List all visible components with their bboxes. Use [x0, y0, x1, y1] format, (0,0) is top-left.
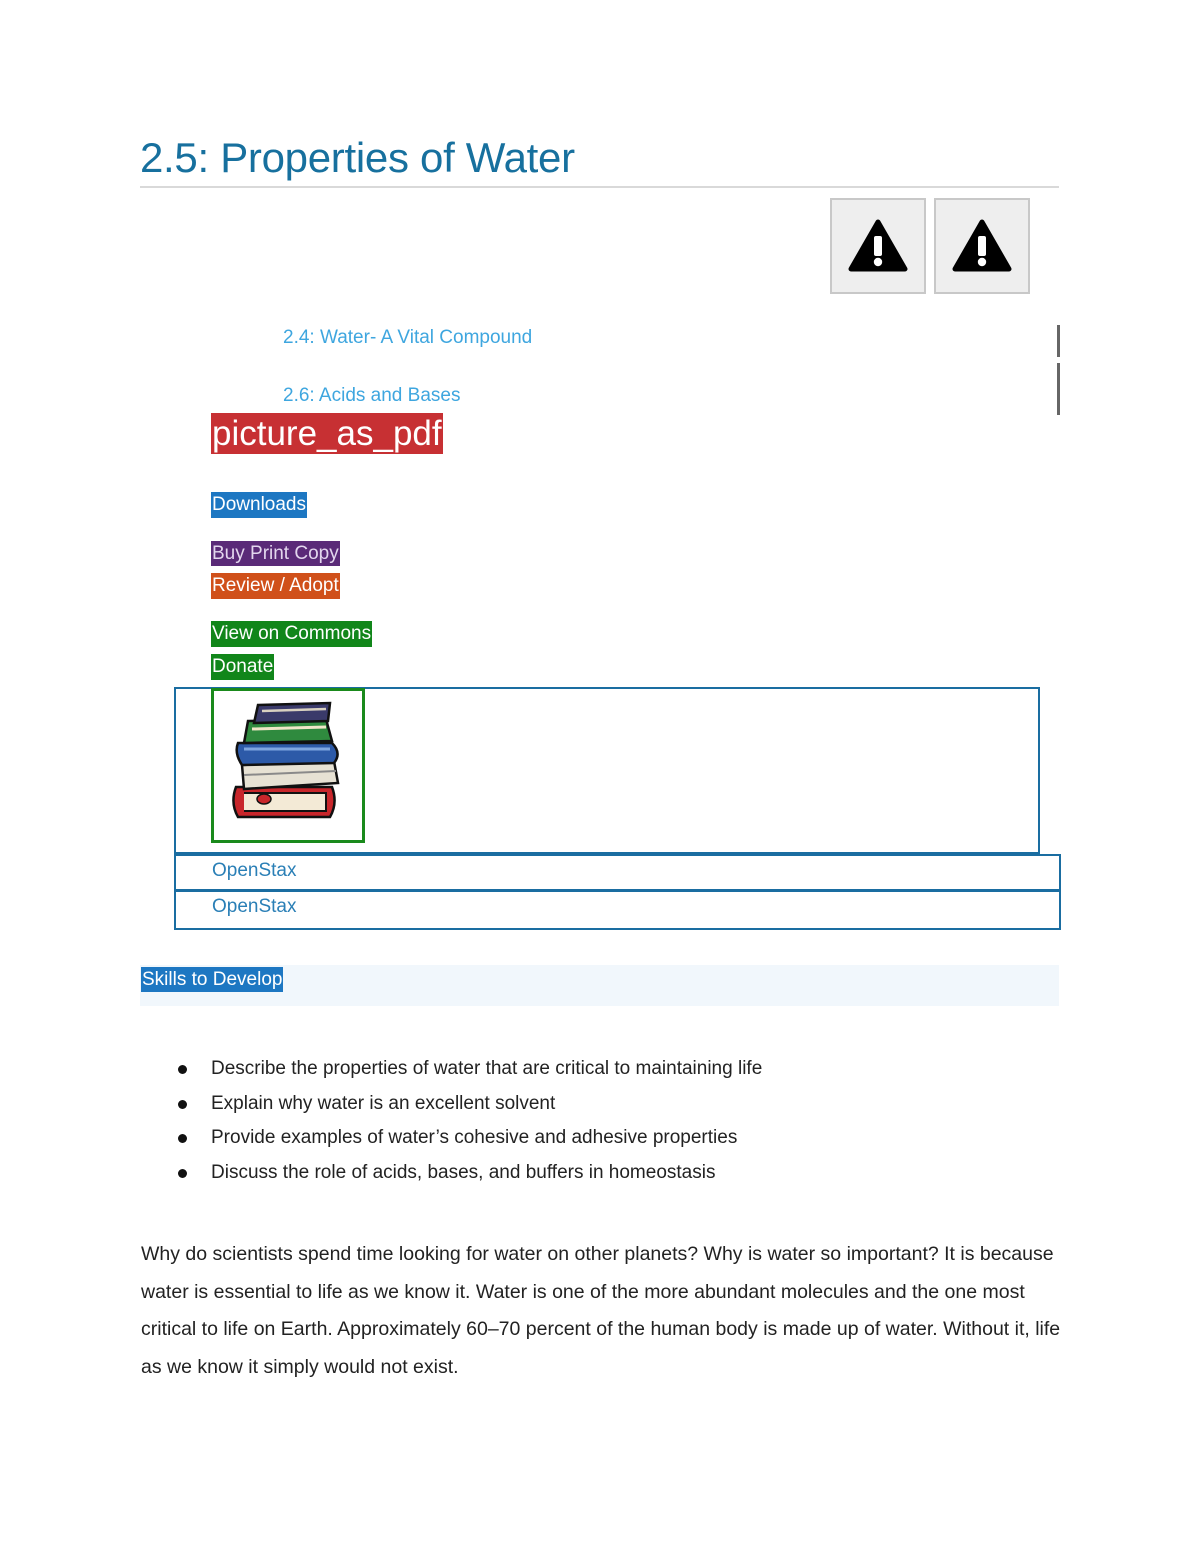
pdf-button[interactable]: picture_as_pdf — [212, 414, 442, 453]
review-adopt-button[interactable]: Review / Adopt — [211, 573, 340, 599]
warning-icon — [848, 219, 908, 273]
list-item: Discuss the role of acids, bases, and buffers in homeostasis — [178, 1156, 762, 1191]
skills-list — [178, 1052, 762, 1190]
warning-button-2[interactable] — [934, 198, 1030, 294]
view-on-commons-button[interactable]: View on Commons — [211, 621, 372, 647]
warning-icon — [952, 219, 1012, 273]
prev-page-link[interactable]: 2.4: Water- A Vital Compound — [283, 327, 533, 348]
buy-print-copy-button[interactable]: Buy Print Copy — [212, 543, 339, 564]
intro-paragraph: Why do scientists spend time looking for water on other planets? Why is water so important? It is because water is essential to life as we know it. Water is one of the more abundant molecules and the one most critical to life on Earth. Approximately 60–70 percent of the human body is made up of water. Without it, life as we know it simply would not exist. — [141, 1243, 1061, 1378]
skills-heading: Skills to Develop — [142, 969, 283, 990]
source-row-1 — [174, 854, 1061, 891]
source-row-2 — [174, 890, 1061, 930]
next-page-link[interactable]: 2.6: Acids and Bases — [283, 385, 461, 406]
list-item: Describe the properties of water that are critical to maintaining life — [178, 1052, 762, 1087]
warning-button-1[interactable] — [830, 198, 926, 294]
source-link-2[interactable]: OpenStax — [212, 896, 297, 917]
title-divider — [140, 186, 1059, 188]
list-item: Provide examples of water’s cohesive and adhesive properties — [178, 1121, 762, 1156]
books-cover-image[interactable] — [211, 688, 365, 843]
downloads-button[interactable]: Downloads — [211, 492, 307, 518]
list-item: Explain why water is an excellent solvent — [178, 1087, 762, 1122]
nav-scrollbar[interactable] — [1057, 325, 1061, 415]
source-link-1[interactable]: OpenStax — [212, 860, 297, 881]
books-icon — [214, 691, 362, 840]
donate-button[interactable]: Donate — [211, 654, 274, 680]
page-title: 2.5: Properties of Water — [140, 134, 575, 181]
